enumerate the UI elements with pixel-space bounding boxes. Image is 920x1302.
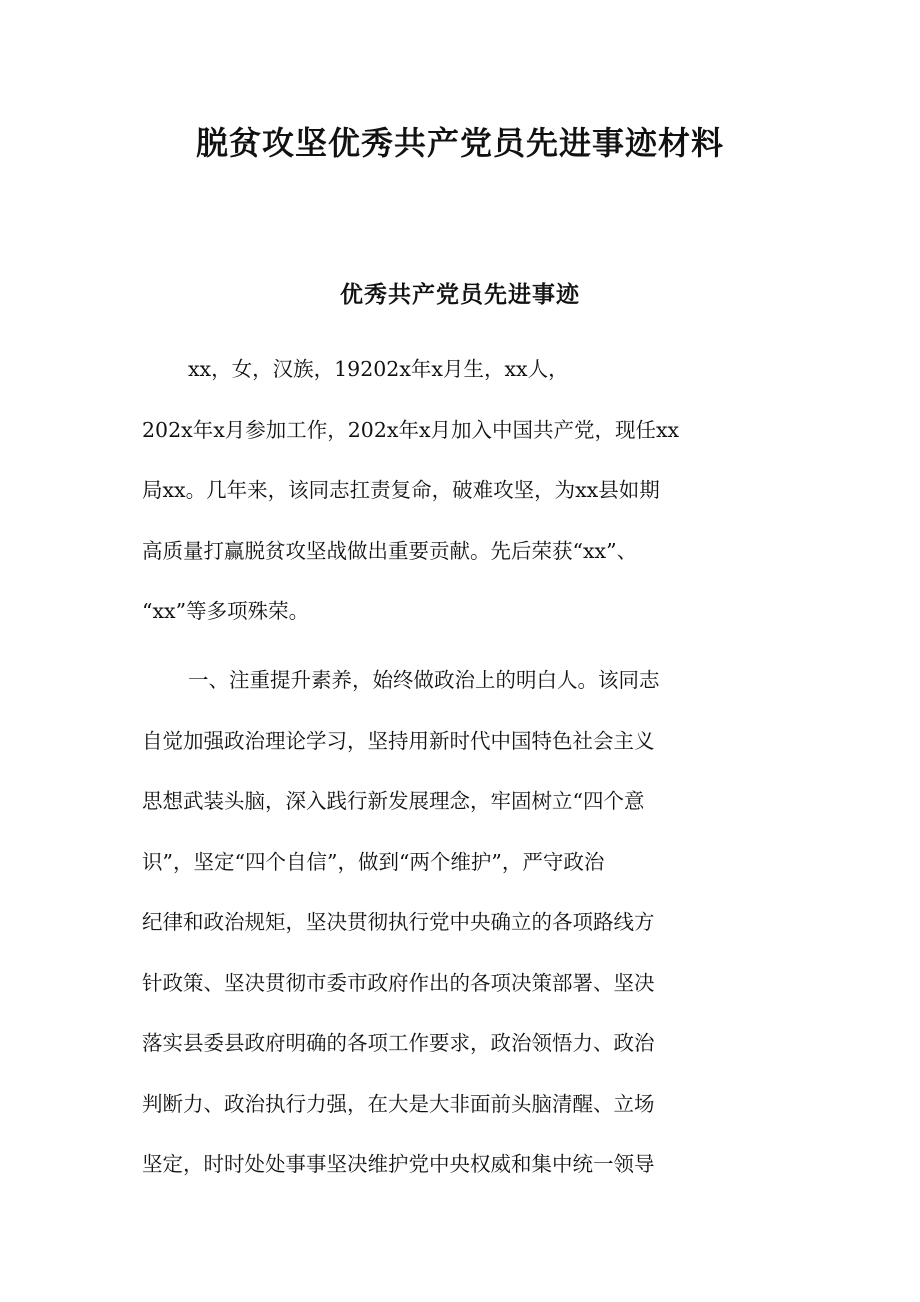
paragraph-line: 纪律和政治规矩，坚决贯彻执行党中央确立的各项路线方 — [142, 910, 655, 934]
paragraph-line: 判断力、政治执行力强，在大是大非面前头脑清醒、立场 — [142, 1091, 655, 1116]
paragraph-line: xx，女，汉族，19202x年x月生，xx人， — [188, 357, 569, 381]
paragraph-line: 高质量打赢脱贫攻坚战做出重要贡献。先后荣获“xx”、 — [142, 538, 638, 563]
paragraph-section-one — [142, 650, 758, 1195]
paragraph-line: 202x年x月参加工作，202x年x月加入中国共产党，现任xx — [142, 417, 680, 442]
paragraph-line: 一、注重提升素养，始终做政治上的明白人。该同志 — [188, 668, 660, 692]
paragraph-line: 识”，坚定“四个自信”，做到“两个维护”，严守政治 — [142, 849, 605, 874]
paragraph-line: 针政策、坚决贯彻市委市政府作出的各项决策部署、坚决 — [142, 970, 655, 995]
document-subtitle: 优秀共产党员先进事迹 — [340, 281, 580, 308]
paragraph-line: 思想武装头脑，深入践行新发展理念，牢固树立“四个意 — [142, 789, 645, 813]
document-title: 脱贫攻坚优秀共产党员先进事迹材料 — [195, 124, 724, 162]
paragraph-line: 自觉加强政治理论学习，坚持用新时代中国特色社会主义 — [142, 728, 655, 753]
paragraph-line: 落实县委县政府明确的各项工作要求，政治领悟力、政治 — [142, 1031, 655, 1055]
paragraph-line: 局xx。几年来，该同志扛责复命，破难攻坚，为xx县如期 — [142, 478, 660, 502]
paragraph-line: 坚定，时时处处事事坚决维护党中央权威和集中统一领导 — [142, 1152, 655, 1176]
paragraph-line: “xx”等多项殊荣。 — [142, 599, 310, 623]
paragraph-intro — [142, 339, 758, 642]
